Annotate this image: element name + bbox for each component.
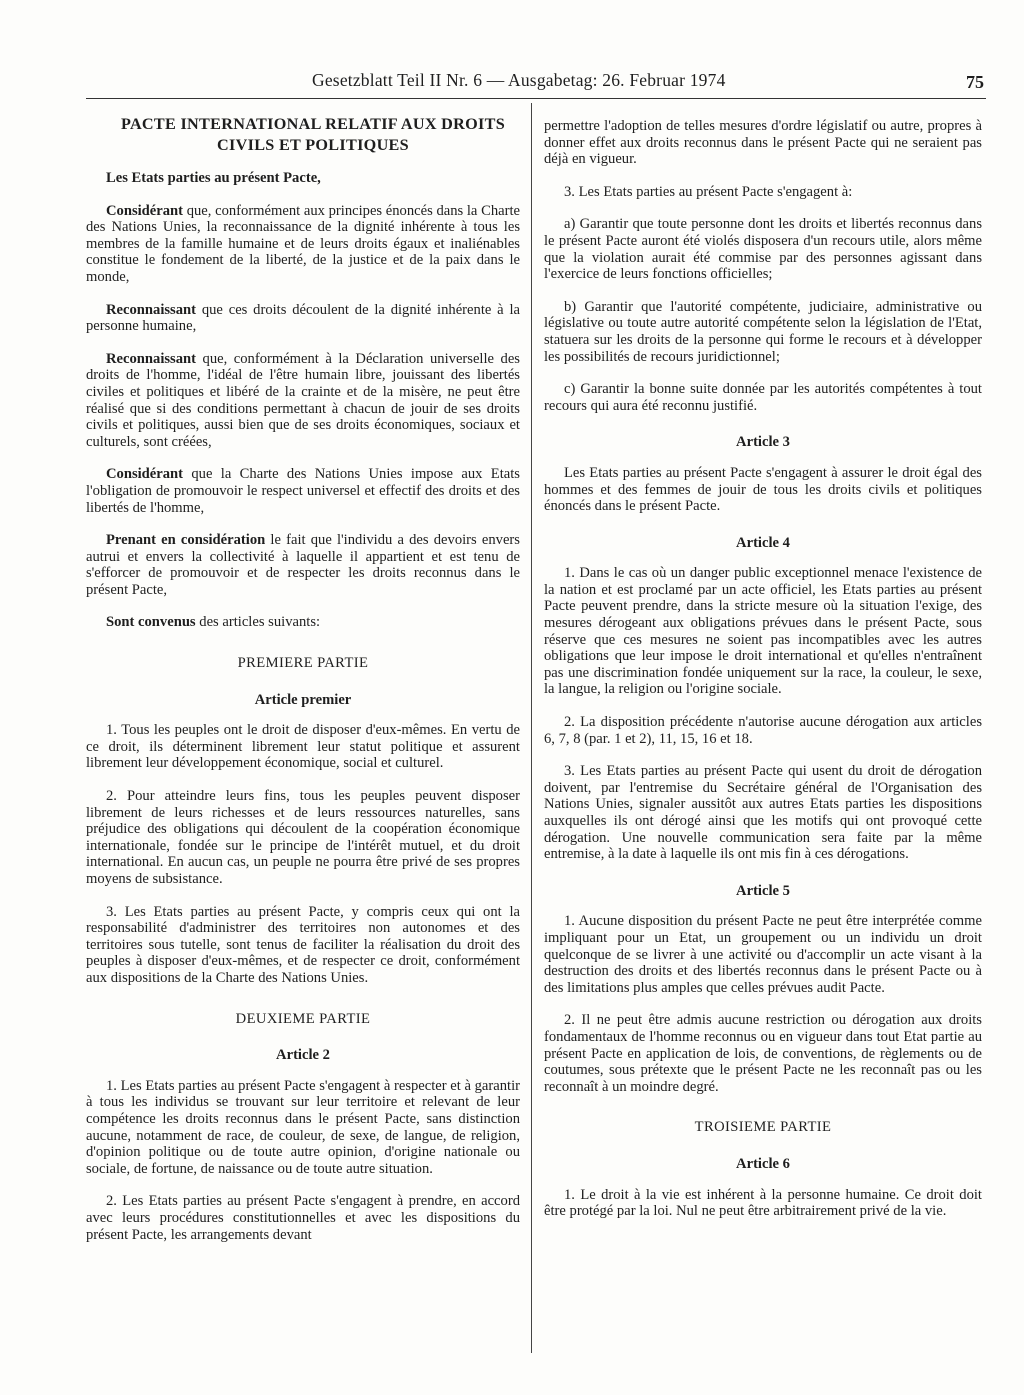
article-heading-3: Article 3 bbox=[736, 434, 790, 451]
preamble-paragraph bbox=[86, 302, 520, 335]
page-header bbox=[84, 70, 984, 98]
preamble-lead: Sont convenus bbox=[106, 614, 196, 631]
article-paragraph: 2. Les Etats parties au présent Pacte s'engagent à prendre, en accord avec leurs procédures constitutionnelles et avec les dispositions du présent Pacte, les arrangements devant bbox=[86, 1193, 520, 1243]
article-paragraph: a) Garantir que toute personne dont les droits et libertés reconnus dans le présent Pacte auront été violés disposera d'un recours utile, alors même que la violation aurait été commise par des personnes agissant dans l'exercice de leurs fonctions officielles; bbox=[544, 216, 982, 283]
preamble-text: le fait que l'individu a des devoirs envers autrui et envers la collectivité à laquelle il appartient et est tenu de s'efforcer de promouvoir et de respecter les droits reconnus dans le présent Pacte, bbox=[86, 532, 520, 598]
document-title-line-1: PACTE INTERNATIONAL RELATIF AUX DROITS bbox=[120, 115, 506, 133]
article-heading-5: Article 5 bbox=[736, 882, 790, 899]
preamble-paragraph bbox=[86, 532, 520, 598]
intro-paragraph bbox=[86, 170, 520, 187]
column-divider bbox=[531, 103, 532, 1353]
part-heading-1: PREMIERE PARTIE bbox=[237, 655, 369, 672]
article-paragraph: c) Garantir la bonne suite donnée par les autorités compétentes à tout recours qui aura été reconnu justifié. bbox=[544, 381, 982, 414]
preamble-paragraph bbox=[86, 203, 520, 286]
preamble-text: que, conformément à la Déclaration universelle des droits de l'homme, l'idéal de l'être humain libre, jouissant des libertés civiles et politiques et libéré de la crainte et de la misère, ne peut être réalisé que si des conditions permettant à chacun de jouir de ses droits civils et politiques, aussi bien que de ses droits économiques, sociaux et culturels, sont créées, bbox=[86, 350, 520, 450]
article-paragraph: permettre l'adoption de telles mesures d'ordre législatif ou autre, propres à donner effet aux droits reconnus dans le présent Pacte qui ne seraient pas déjà en vigueur. bbox=[544, 118, 982, 168]
article-paragraph: 1. Dans le cas où un danger public exceptionnel menace l'existence de la nation et est proclamé par un acte officiel, les Etats parties au présent Pacte peuvent prendre, dans la stricte mesure où la situation l'exige, des mesures dérogeant aux obligations prévues dans le présent Pacte, sous réserve que ces mesures ne soient pas incompatibles avec les autres obligations que leur impose le droit international et qu'elles n'entraînent pas une discrimination fondée uniquement sur la race, la couleur, le sexe, la langue, la religion ou l'origine sociale. bbox=[544, 565, 982, 698]
preamble-text: que ces droits découlent de la dignité inhérente à la personne humaine, bbox=[86, 301, 520, 335]
preamble-lead: Prenant en considération bbox=[106, 532, 266, 549]
article-paragraph: 2. Pour atteindre leurs fins, tous les peuples peuvent disposer librement de leurs richesses et de leurs ressources naturelles, sans préjudice des obligations qui découlent de la coopération économique internationale, fondée sur le principe de l'intérêt mutuel, et du droit international. En aucun cas, un peuple ne pourra être privé de ses propres moyens de subsistance. bbox=[86, 788, 520, 887]
right-column bbox=[544, 118, 982, 1236]
preamble-paragraph bbox=[86, 351, 520, 451]
article-heading-2: Article 2 bbox=[276, 1047, 330, 1064]
article-paragraph: 2. La disposition précédente n'autorise aucune dérogation aux articles 6, 7, 8 (par. 1 et 2), 11, 15, 16 et 18. bbox=[544, 714, 982, 747]
preamble-lead: Considérant bbox=[106, 202, 184, 219]
preamble-text: que, conformément aux principes énoncés dans la Charte des Nations Unies, la reconnaissance de la dignité inhérente à tous les membres de la famille humaine et de leurs droits égaux et inaliénables constitue le fondement de la liberté, de la justice et de la paix dans le monde, bbox=[86, 202, 520, 285]
article-paragraph: 3. Les Etats parties au présent Pacte, y compris ceux qui ont la responsabilité d'administrer des territoires non autonomes et des territoires sous tutelle, sont tenus de faciliter la réalisation du droit des peuples à disposer d'eux-mêmes, et de respecter ce droit, conformément aux dispositions de la Charte des Nations Unies. bbox=[86, 903, 520, 986]
article-paragraph: Les Etats parties au présent Pacte s'engagent à assurer le droit égal des hommes et des femmes de jouir de tous les droits civils et politiques énoncés dans le présent Pacte. bbox=[544, 464, 982, 515]
article-heading-1: Article premier bbox=[254, 691, 352, 708]
preamble-lead: Reconnaissant bbox=[106, 350, 197, 367]
article-paragraph: 3. Les Etats parties au présent Pacte qui usent du droit de dérogation doivent, par l'entremise du Secrétaire général de l'Organisation des Nations Unies, signaler aussitôt aux autres Etats parties les dispositions auxquelles ils ont dérogé ainsi que les motifs qui ont provoqué cette dérogation. Une nouvelle communication sera faite par la même entremise, à la date à laquelle ils ont mis fin à ces dérogations. bbox=[544, 763, 982, 863]
preamble-paragraph bbox=[86, 614, 520, 631]
article-paragraph: 1. Le droit à la vie est inhérent à la personne humaine. Ce droit doit être protégé par la loi. Nul ne peut être arbitrairement privé de la vie. bbox=[544, 1186, 982, 1220]
gazette-header-title: Gesetzblatt Teil II Nr. 6 — Ausgabetag: 26. Februar 1974 bbox=[312, 70, 726, 90]
intro-text: Les Etats parties au présent Pacte, bbox=[106, 170, 321, 186]
article-paragraph: 1. Les Etats parties au présent Pacte s'engagent à respecter et à garantir à tous les individus se trouvant sur leur territoire et relevant de leur compétence les droits reconnus dans le présent Pacte, sans distinction aucune, notamment de race, de couleur, de sexe, de langue, de religion, d'opinion politique ou de toute autre opinion, d'origine nationale ou sociale, de fortune, de naissance ou de toute autre situation. bbox=[86, 1077, 520, 1177]
preamble-text: que la Charte des Nations Unies impose aux Etats l'obligation de promouvoir le respect universel et effectif des droits et des libertés de l'homme, bbox=[86, 466, 520, 516]
preamble-text: des articles suivants: bbox=[195, 614, 321, 631]
article-paragraph: 1. Aucune disposition du présent Pacte ne peut être interprétée comme impliquant pour un Etat, un groupement ou un individu un droit quelconque de se livrer à une activité ou d'accomplir un acte visant à la destruction des droits et des libertés reconnus dans le présent Pacte ou à des limitations plus amples que celles prévues audit Pacte. bbox=[544, 913, 982, 996]
part-heading-3: TROISIEME PARTIE bbox=[694, 1119, 832, 1136]
article-paragraph: 3. Les Etats parties au présent Pacte s'engagent à: bbox=[564, 183, 853, 200]
left-column bbox=[86, 110, 520, 1259]
article-paragraph: b) Garantir que l'autorité compétente, judiciaire, administrative ou législative ou toute autre autorité compétente selon la législation de l'Etat, statuera sur les droits de la personne qui forme le recours et à développer les possibilités de recours juridictionnel; bbox=[544, 298, 982, 365]
part-heading-2: DEUXIEME PARTIE bbox=[235, 1010, 371, 1027]
article-heading-4: Article 4 bbox=[736, 534, 790, 551]
preamble-paragraph bbox=[86, 466, 520, 516]
document-title-line-2: CIVILS ET POLITIQUES bbox=[217, 136, 409, 154]
header-rule bbox=[86, 98, 986, 99]
article-paragraph: 1. Tous les peuples ont le droit de disposer d'eux-mêmes. En vertu de ce droit, ils déterminent librement leur statut politique et assurent librement leur développement économique, social et culturel. bbox=[86, 722, 520, 772]
document-title bbox=[86, 114, 520, 156]
article-paragraph: 2. Il ne peut être admis aucune restriction ou dérogation aux droits fondamentaux de l'homme reconnus ou en vigueur dans tout Etat partie au présent Pacte en application de lois, de conventions, de règlements ou de coutumes, sous prétexte que le présent Pacte ne les reconnaît pas ou les reconnaît à un moindre degré. bbox=[544, 1012, 982, 1095]
article-heading-6: Article 6 bbox=[736, 1155, 790, 1172]
page-number: 75 bbox=[966, 72, 984, 92]
preamble-lead: Considérant bbox=[106, 466, 184, 483]
preamble-lead: Reconnaissant bbox=[106, 301, 197, 318]
